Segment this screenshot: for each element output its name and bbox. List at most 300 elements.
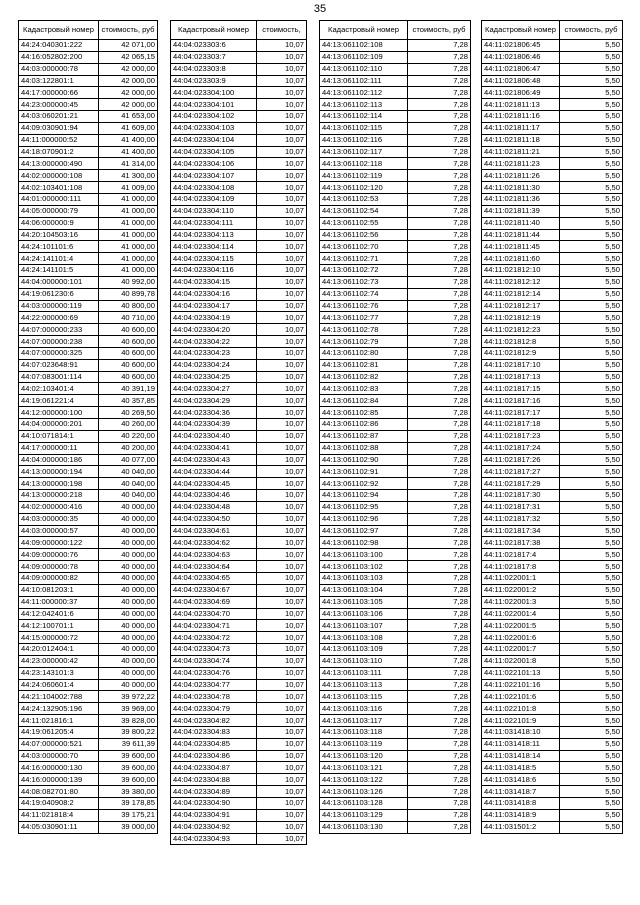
cadastral-number-cell: 44:13:061102:72 (320, 265, 408, 277)
table-row (482, 336, 623, 348)
cadastral-number-cell: 44:04:023304:79 (171, 703, 257, 715)
cost-cell: 41 400,00 (99, 134, 158, 146)
table-row (320, 300, 471, 312)
cadastral-number-cell: 44:04:023304:107 (171, 170, 257, 182)
table-row (171, 371, 307, 383)
cadastral-number-cell: 44:13:000000:218 (19, 490, 99, 502)
cadastral-number-cell: 44:04:023304:85 (171, 738, 257, 750)
cost-cell: 10,07 (257, 193, 307, 205)
table-row (482, 312, 623, 324)
header-cadastral-number: Кадастровый номер (320, 21, 408, 40)
cost-cell: 5,50 (560, 513, 623, 525)
table-row (482, 513, 623, 525)
cost-cell: 7,28 (408, 134, 471, 146)
cost-cell: 40 000,00 (99, 549, 158, 561)
table-row (19, 798, 158, 810)
table-row (320, 478, 471, 490)
cost-cell: 41 000,00 (99, 217, 158, 229)
cost-cell: 7,28 (408, 182, 471, 194)
cadastral-number-cell: 44:13:061103:100 (320, 549, 408, 561)
cost-cell: 41 314,00 (99, 158, 158, 170)
cadastral-number-cell: 44:04:023304:40 (171, 430, 257, 442)
cost-cell: 7,28 (408, 644, 471, 656)
cadastral-number-cell: 44:13:061103:120 (320, 750, 408, 762)
table-row (320, 265, 471, 277)
cadastral-number-cell: 44:13:061103:129 (320, 809, 408, 821)
cadastral-number-cell: 44:04:023304:110 (171, 205, 257, 217)
table-row (171, 324, 307, 336)
cost-cell: 39 800,22 (99, 726, 158, 738)
cadastral-number-cell: 44:11:021811:45 (482, 241, 560, 253)
table-row (320, 170, 471, 182)
cost-cell: 10,07 (257, 146, 307, 158)
table-row (320, 572, 471, 584)
cost-cell: 7,28 (408, 265, 471, 277)
cadastral-number-cell: 44:04:023304:65 (171, 572, 257, 584)
cost-cell: 40 600,00 (99, 347, 158, 359)
cost-cell: 7,28 (408, 87, 471, 99)
table-row (482, 679, 623, 691)
table-row (320, 430, 471, 442)
cost-cell: 7,28 (408, 99, 471, 111)
cadastral-number-cell: 44:04:023304:105 (171, 146, 257, 158)
cost-cell: 7,28 (408, 288, 471, 300)
cost-cell: 5,50 (560, 276, 623, 288)
cost-cell: 5,50 (560, 324, 623, 336)
header-cost: стоимость, руб (408, 21, 471, 40)
table-row (482, 620, 623, 632)
cost-cell: 42 065,15 (99, 51, 158, 63)
cost-cell: 10,07 (257, 501, 307, 513)
cost-cell: 10,07 (257, 111, 307, 123)
cadastral-number-cell: 44:04:023304:70 (171, 608, 257, 620)
table-row (171, 561, 307, 573)
cadastral-number-cell: 44:04:023304:61 (171, 525, 257, 537)
table-row (482, 419, 623, 431)
cadastral-number-cell: 44:13:061102:95 (320, 501, 408, 513)
cadastral-number-cell: 44:11:021811:44 (482, 229, 560, 241)
cost-cell: 7,28 (408, 442, 471, 454)
table-row (482, 726, 623, 738)
table-row (482, 798, 623, 810)
table-row (320, 750, 471, 762)
table-row (482, 572, 623, 584)
cost-cell: 40 000,00 (99, 525, 158, 537)
table-row (320, 253, 471, 265)
table-row (19, 205, 158, 217)
cadastral-number-cell: 44:11:022001:6 (482, 632, 560, 644)
cost-cell: 10,07 (257, 217, 307, 229)
cadastral-number-cell: 44:11:031418:5 (482, 762, 560, 774)
cadastral-number-cell: 44:16:000000:130 (19, 762, 99, 774)
cost-cell: 39 828,00 (99, 715, 158, 727)
table-row (320, 762, 471, 774)
table-row (482, 549, 623, 561)
table-row (482, 40, 623, 52)
cadastral-table-4 (481, 20, 623, 834)
table-row (19, 561, 158, 573)
cadastral-number-cell: 44:13:061102:55 (320, 217, 408, 229)
cost-cell: 7,28 (408, 430, 471, 442)
table-row (19, 371, 158, 383)
cost-cell: 40 000,00 (99, 561, 158, 573)
cost-cell: 10,07 (257, 632, 307, 644)
cost-cell: 7,28 (408, 726, 471, 738)
table-row (171, 667, 307, 679)
table-row (320, 229, 471, 241)
cadastral-number-cell: 44:11:021811:26 (482, 170, 560, 182)
cadastral-number-cell: 44:13:061102:76 (320, 300, 408, 312)
cost-cell: 39 600,00 (99, 750, 158, 762)
cost-cell: 5,50 (560, 596, 623, 608)
cost-cell: 7,28 (408, 253, 471, 265)
cadastral-number-cell: 44:04:023304:90 (171, 798, 257, 810)
cadastral-number-cell: 44:13:061102:92 (320, 478, 408, 490)
table-row (19, 715, 158, 727)
table-row (482, 75, 623, 87)
table-row (19, 786, 158, 798)
cadastral-number-cell: 44:11:021817:17 (482, 407, 560, 419)
cost-cell: 7,28 (408, 371, 471, 383)
table-row (320, 501, 471, 513)
cadastral-number-cell: 44:13:061102:90 (320, 454, 408, 466)
cost-cell: 5,50 (560, 146, 623, 158)
table-row (19, 347, 158, 359)
cost-cell: 41 009,00 (99, 182, 158, 194)
cost-cell: 7,28 (408, 632, 471, 644)
cost-cell: 7,28 (408, 584, 471, 596)
cadastral-number-cell: 44:04:023304:16 (171, 288, 257, 300)
table-row (320, 419, 471, 431)
table-row (482, 738, 623, 750)
table-row (320, 798, 471, 810)
cadastral-number-cell: 44:09:000000:76 (19, 549, 99, 561)
cost-cell: 10,07 (257, 99, 307, 111)
cost-cell: 5,50 (560, 608, 623, 620)
table-row (482, 276, 623, 288)
cadastral-number-cell: 44:13:061102:88 (320, 442, 408, 454)
table-row (482, 158, 623, 170)
cost-cell: 5,50 (560, 347, 623, 359)
cost-cell: 10,07 (257, 726, 307, 738)
table-row (320, 608, 471, 620)
table-row (320, 359, 471, 371)
table-row (171, 501, 307, 513)
cadastral-number-cell: 44:11:021817:18 (482, 419, 560, 431)
table-row (171, 620, 307, 632)
table-row (320, 75, 471, 87)
cadastral-number-cell: 44:19:061205:4 (19, 726, 99, 738)
cadastral-number-cell: 44:11:021817:4 (482, 549, 560, 561)
cost-cell: 40 000,00 (99, 596, 158, 608)
table-row (19, 501, 158, 513)
table-row (320, 193, 471, 205)
table-row (171, 300, 307, 312)
table-row (19, 87, 158, 99)
table-row (171, 691, 307, 703)
table-row (482, 466, 623, 478)
cost-cell: 10,07 (257, 454, 307, 466)
cost-cell: 42 000,00 (99, 87, 158, 99)
table-row (320, 442, 471, 454)
cadastral-number-cell: 44:13:061102:108 (320, 40, 408, 52)
table-row (171, 265, 307, 277)
cadastral-number-cell: 44:11:021817:23 (482, 430, 560, 442)
table-row (19, 726, 158, 738)
cost-cell: 5,50 (560, 217, 623, 229)
table-row (482, 265, 623, 277)
cadastral-number-cell: 44:04:023304:45 (171, 478, 257, 490)
table-row (19, 525, 158, 537)
table-row (19, 170, 158, 182)
table-row (482, 430, 623, 442)
cost-cell: 10,07 (257, 786, 307, 798)
cadastral-number-cell: 44:07:000000:325 (19, 347, 99, 359)
cadastral-number-cell: 44:13:061103:110 (320, 655, 408, 667)
table-row (482, 774, 623, 786)
cadastral-number-cell: 44:09:000000:82 (19, 572, 99, 584)
cadastral-number-cell: 44:13:061102:54 (320, 205, 408, 217)
cadastral-number-cell: 44:11:031418:7 (482, 786, 560, 798)
cost-cell: 40 000,00 (99, 584, 158, 596)
cadastral-number-cell: 44:11:031418:14 (482, 750, 560, 762)
cadastral-number-cell: 44:13:061102:78 (320, 324, 408, 336)
table-row (320, 513, 471, 525)
cost-cell: 5,50 (560, 122, 623, 134)
cost-cell: 10,07 (257, 809, 307, 821)
table-row (19, 490, 158, 502)
table-row (19, 584, 158, 596)
cadastral-number-cell: 44:04:023304:50 (171, 513, 257, 525)
cadastral-number-cell: 44:04:023304:29 (171, 395, 257, 407)
table-row (320, 537, 471, 549)
cost-cell: 5,50 (560, 193, 623, 205)
table-row (482, 596, 623, 608)
cadastral-number-cell: 44:04:023304:67 (171, 584, 257, 596)
cadastral-number-cell: 44:13:061102:73 (320, 276, 408, 288)
cost-cell: 5,50 (560, 288, 623, 300)
cost-cell: 40 040,00 (99, 490, 158, 502)
table-row (171, 288, 307, 300)
cost-cell: 10,07 (257, 430, 307, 442)
cost-cell: 5,50 (560, 501, 623, 513)
table-row (19, 51, 158, 63)
cost-cell: 7,28 (408, 525, 471, 537)
table-row (19, 632, 158, 644)
cost-cell: 10,07 (257, 525, 307, 537)
cadastral-number-cell: 44:13:061103:115 (320, 691, 408, 703)
cadastral-number-cell: 44:11:021817:32 (482, 513, 560, 525)
cost-cell: 10,07 (257, 821, 307, 833)
cost-cell: 10,07 (257, 691, 307, 703)
cost-cell: 10,07 (257, 253, 307, 265)
cadastral-number-cell: 44:04:023304:100 (171, 87, 257, 99)
cost-cell: 7,28 (408, 324, 471, 336)
table-row (19, 182, 158, 194)
cost-cell: 10,07 (257, 442, 307, 454)
cadastral-number-cell: 44:11:022001:2 (482, 584, 560, 596)
header-cost: стоимость, руб (560, 21, 623, 40)
cadastral-number-cell: 44:11:021806:49 (482, 87, 560, 99)
cost-cell: 41 653,00 (99, 111, 158, 123)
cost-cell: 7,28 (408, 703, 471, 715)
table-row (482, 395, 623, 407)
cadastral-number-cell: 44:16:000000:139 (19, 774, 99, 786)
cadastral-number-cell: 44:04:023304:104 (171, 134, 257, 146)
cost-cell: 7,28 (408, 537, 471, 549)
cost-cell: 7,28 (408, 596, 471, 608)
cost-cell: 7,28 (408, 501, 471, 513)
table-row (19, 430, 158, 442)
table-row (320, 655, 471, 667)
table-row (320, 122, 471, 134)
cost-cell: 5,50 (560, 205, 623, 217)
table-row (19, 359, 158, 371)
table-row (171, 158, 307, 170)
table-row (171, 596, 307, 608)
cost-cell: 39 600,00 (99, 774, 158, 786)
cost-cell: 40 000,00 (99, 667, 158, 679)
cadastral-number-cell: 44:11:022101:6 (482, 691, 560, 703)
table-row (320, 561, 471, 573)
table-row (320, 703, 471, 715)
cadastral-number-cell: 44:13:061103:130 (320, 821, 408, 833)
table-row (482, 217, 623, 229)
cost-cell: 5,50 (560, 371, 623, 383)
cadastral-number-cell: 44:11:021811:18 (482, 134, 560, 146)
cost-cell: 7,28 (408, 419, 471, 431)
cadastral-number-cell: 44:13:061102:96 (320, 513, 408, 525)
cadastral-number-cell: 44:11:021811:36 (482, 193, 560, 205)
cadastral-number-cell: 44:13:061102:116 (320, 134, 408, 146)
cost-cell: 5,50 (560, 407, 623, 419)
cost-cell: 39 611,39 (99, 738, 158, 750)
cost-cell: 41 000,00 (99, 265, 158, 277)
cost-cell: 40 357,85 (99, 395, 158, 407)
table-row (19, 288, 158, 300)
cost-cell: 5,50 (560, 762, 623, 774)
table-row (320, 786, 471, 798)
cost-cell: 40 000,00 (99, 632, 158, 644)
cost-cell: 10,07 (257, 596, 307, 608)
table-row (482, 359, 623, 371)
cadastral-number-cell: 44:11:031418:6 (482, 774, 560, 786)
header-cadastral-number: Кадастровый номер (171, 21, 257, 40)
table-row (320, 715, 471, 727)
table-row (320, 87, 471, 99)
cadastral-number-cell: 44:20:104503:16 (19, 229, 99, 241)
table-row (482, 478, 623, 490)
cadastral-number-cell: 44:13:061103:128 (320, 798, 408, 810)
table-row (320, 217, 471, 229)
cost-cell: 7,28 (408, 359, 471, 371)
table-row (171, 146, 307, 158)
table-row (482, 122, 623, 134)
table-row (19, 750, 158, 762)
table-row (482, 205, 623, 217)
cadastral-number-cell: 44:11:031501:2 (482, 821, 560, 833)
cost-cell: 39 000,00 (99, 821, 158, 833)
table-row (171, 205, 307, 217)
cost-cell: 7,28 (408, 395, 471, 407)
cadastral-table-1 (18, 20, 158, 834)
cadastral-number-cell: 44:11:022001:8 (482, 655, 560, 667)
cadastral-number-cell: 44:11:021812:17 (482, 300, 560, 312)
cost-cell: 7,28 (408, 549, 471, 561)
cadastral-number-cell: 44:07:000000:521 (19, 738, 99, 750)
cadastral-number-cell: 44:13:061103:126 (320, 786, 408, 798)
cost-cell: 5,50 (560, 170, 623, 182)
cadastral-number-cell: 44:11:021817:30 (482, 490, 560, 502)
cadastral-number-cell: 44:13:061102:83 (320, 383, 408, 395)
table-row (482, 608, 623, 620)
cost-cell: 40 899,78 (99, 288, 158, 300)
cost-cell: 10,07 (257, 229, 307, 241)
cost-cell: 42 000,00 (99, 63, 158, 75)
cost-cell: 10,07 (257, 265, 307, 277)
cadastral-number-cell: 44:11:021811:39 (482, 205, 560, 217)
cadastral-number-cell: 44:13:061103:107 (320, 620, 408, 632)
cost-cell: 10,07 (257, 419, 307, 431)
cadastral-number-cell: 44:13:061103:109 (320, 644, 408, 656)
table-row (171, 750, 307, 762)
cost-cell: 7,28 (408, 111, 471, 123)
table-row (482, 644, 623, 656)
table-row (320, 383, 471, 395)
cadastral-number-cell: 44:11:021806:46 (482, 51, 560, 63)
cost-cell: 7,28 (408, 821, 471, 833)
cadastral-number-cell: 44:04:023304:43 (171, 454, 257, 466)
table-row (482, 762, 623, 774)
table-row (482, 525, 623, 537)
table-row (482, 193, 623, 205)
cost-cell: 42 071,00 (99, 40, 158, 52)
table-row (171, 525, 307, 537)
cadastral-number-cell: 44:13:061102:84 (320, 395, 408, 407)
table-row (171, 430, 307, 442)
cost-cell: 5,50 (560, 632, 623, 644)
cadastral-number-cell: 44:18:070901:2 (19, 146, 99, 158)
cadastral-number-cell: 44:11:022001:7 (482, 644, 560, 656)
cadastral-number-cell: 44:11:022001:3 (482, 596, 560, 608)
cost-cell: 40 000,00 (99, 644, 158, 656)
cadastral-number-cell: 44:11:021817:10 (482, 359, 560, 371)
cadastral-number-cell: 44:03:000000:70 (19, 750, 99, 762)
cadastral-number-cell: 44:11:022101:8 (482, 703, 560, 715)
table-row (19, 667, 158, 679)
cadastral-number-cell: 44:11:021806:45 (482, 40, 560, 52)
cadastral-number-cell: 44:04:023304:86 (171, 750, 257, 762)
cost-cell: 10,07 (257, 312, 307, 324)
cost-cell: 5,50 (560, 655, 623, 667)
table-row (171, 478, 307, 490)
cost-cell: 5,50 (560, 715, 623, 727)
cadastral-number-cell: 44:11:022001:5 (482, 620, 560, 632)
cadastral-number-cell: 44:06:000000:9 (19, 217, 99, 229)
cadastral-number-cell: 44:11:021817:27 (482, 466, 560, 478)
cost-cell: 7,28 (408, 691, 471, 703)
cadastral-number-cell: 44:04:023304:83 (171, 726, 257, 738)
cadastral-number-cell: 44:09:030901:94 (19, 122, 99, 134)
table-row (19, 312, 158, 324)
cost-cell: 10,07 (257, 87, 307, 99)
cost-cell: 7,28 (408, 217, 471, 229)
table-row (482, 786, 623, 798)
cadastral-number-cell: 44:04:023304:36 (171, 407, 257, 419)
cost-cell: 7,28 (408, 738, 471, 750)
cost-cell: 5,50 (560, 229, 623, 241)
cadastral-number-cell: 44:11:021811:30 (482, 182, 560, 194)
